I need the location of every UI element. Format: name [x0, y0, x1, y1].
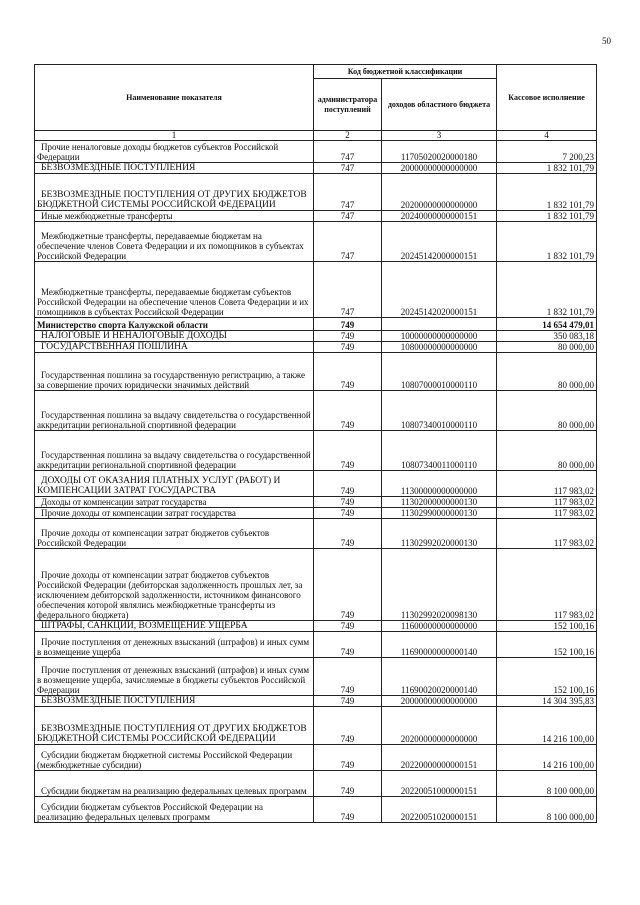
- row-name: БЕЗВОЗМЕЗДНЫЕ ПОСТУПЛЕНИЯ: [35, 696, 314, 707]
- row-admin-code: 747: [314, 222, 382, 262]
- row-admin-code: 749: [314, 696, 382, 707]
- table-row: [35, 174, 597, 211]
- row-name: Прочие доходы от компенсации затрат бюджетов субъектов Российской Федерации: [35, 519, 314, 549]
- column-number: 1: [35, 131, 314, 141]
- table-row: [35, 771, 597, 797]
- table-row: [35, 318, 597, 331]
- row-name: Межбюджетные трансферты, передаваемые бюджетам субъектов Российской Федерации на обеспечение членов Совета Федерации и их помощников в субъектах Российской Федерации: [35, 262, 314, 318]
- row-income-code: 20245142020000151: [382, 262, 497, 318]
- row-amount: 80 000,00: [497, 353, 597, 391]
- row-income-code: 10807000010000110: [382, 353, 497, 391]
- row-admin-code: 749: [314, 745, 382, 771]
- row-admin-code: 747: [314, 262, 382, 318]
- row-income-code: 20200000000000000: [382, 174, 497, 211]
- table-row: [35, 519, 597, 549]
- row-income-code: 20245142000000151: [382, 222, 497, 262]
- row-income-code: 10800000000000000: [382, 342, 497, 353]
- row-admin-code: 749: [314, 431, 382, 471]
- row-admin-code: 749: [314, 519, 382, 549]
- row-name: Прочие неналоговые доходы бюджетов субъектов Российской Федерации: [35, 141, 314, 163]
- row-income-code: 11600000000000000: [382, 621, 497, 632]
- row-amount: 117 983,02: [497, 508, 597, 519]
- row-name: Иные межбюджетные трансферты: [35, 211, 314, 222]
- row-amount: 1 832 101,79: [497, 262, 597, 318]
- row-amount: 8 100 000,00: [497, 771, 597, 797]
- row-name: Прочие доходы от компенсации затрат бюджетов субъектов Российской Федерации (дебиторская задолженность прошлых лет, за исключением дебиторской задолженности, источником финансового обеспечения которой являлись межбюджетные трансферты из федерального бюджета): [35, 549, 314, 621]
- table-row: [35, 508, 597, 519]
- row-name: Доходы от компенсации затрат государства: [35, 497, 314, 508]
- row-name: Министерство спорта Калужской области: [35, 318, 314, 331]
- row-income-code: 11302992020000130: [382, 519, 497, 549]
- table-row: [35, 353, 597, 391]
- table-row: [35, 497, 597, 508]
- table-row: [35, 431, 597, 471]
- table-row: [35, 696, 597, 707]
- row-name: ДОХОДЫ ОТ ОКАЗАНИЯ ПЛАТНЫХ УСЛУГ (РАБОТ) И КОМПЕНСАЦИИ ЗАТРАТ ГОСУДАРСТВА: [35, 471, 314, 497]
- row-admin-code: 749: [314, 549, 382, 621]
- table-row: [35, 658, 597, 696]
- row-income-code: 11300000000000000: [382, 471, 497, 497]
- row-name: Субсидии бюджетам бюджетной системы Российской Федерации (межбюджетные субсидии): [35, 745, 314, 771]
- row-income-code: 20220051000000151: [382, 771, 497, 797]
- row-amount: 1 832 101,79: [497, 222, 597, 262]
- row-name: Прочие поступления от денежных взысканий (штрафов) и иных сумм в возмещение ущерба: [35, 632, 314, 658]
- row-name: БЕЗВОЗМЕЗДНЫЕ ПОСТУПЛЕНИЯ ОТ ДРУГИХ БЮДЖЕТОВ БЮДЖЕТНОЙ СИСТЕМЫ РОССИЙСКОЙ ФЕДЕРАЦИИ: [35, 707, 314, 745]
- row-admin-code: 747: [314, 141, 382, 163]
- table-row: [35, 797, 597, 823]
- row-income-code: 20220051020000151: [382, 797, 497, 823]
- row-income-code: 11690000000000140: [382, 632, 497, 658]
- row-admin-code: 747: [314, 174, 382, 211]
- column-number: 4: [497, 131, 597, 141]
- row-amount: 14 216 100,00: [497, 745, 597, 771]
- row-amount: 117 983,02: [497, 549, 597, 621]
- page-number: 50: [602, 36, 611, 46]
- column-number: 2: [314, 131, 382, 141]
- row-name: БЕЗВОЗМЕЗДНЫЕ ПОСТУПЛЕНИЯ ОТ ДРУГИХ БЮДЖЕТОВ БЮДЖЕТНОЙ СИСТЕМЫ РОССИЙСКОЙ ФЕДЕРАЦИИ: [35, 174, 314, 211]
- row-name: Прочие поступления от денежных взысканий (штрафов) и иных сумм в возмещение ущерба, зачисляемые в бюджеты субъектов Российской Федерации: [35, 658, 314, 696]
- row-income-code: 20000000000000000: [382, 696, 497, 707]
- row-income-code: 11302990000000130: [382, 508, 497, 519]
- row-amount: 7 200,23: [497, 141, 597, 163]
- row-admin-code: 749: [314, 771, 382, 797]
- row-admin-code: 749: [314, 508, 382, 519]
- row-income-code: 20240000000000151: [382, 211, 497, 222]
- row-income-code: 11302992020098130: [382, 549, 497, 621]
- table-row: [35, 141, 597, 163]
- row-income-code: 11705020020000180: [382, 141, 497, 163]
- row-admin-code: 747: [314, 211, 382, 222]
- revenue-table: [34, 64, 597, 823]
- row-amount: 117 983,02: [497, 497, 597, 508]
- row-admin-code: 749: [314, 707, 382, 745]
- row-admin-code: 749: [314, 331, 382, 342]
- row-name: БЕЗВОЗМЕЗДНЫЕ ПОСТУПЛЕНИЯ: [35, 163, 314, 174]
- table-row: [35, 331, 597, 342]
- header-income: доходов областного бюджета: [382, 79, 497, 131]
- table-row: [35, 262, 597, 318]
- row-amount: 14 216 100,00: [497, 707, 597, 745]
- table-row: [35, 391, 597, 431]
- row-name: Субсидии бюджетам субъектов Российской Федерации на реализацию федеральных целевых программ: [35, 797, 314, 823]
- row-amount: 152 100,16: [497, 658, 597, 696]
- row-admin-code: 749: [314, 318, 382, 331]
- row-amount: 1 832 101,79: [497, 211, 597, 222]
- row-amount: 1 832 101,79: [497, 163, 597, 174]
- row-income-code: 11690020020000140: [382, 658, 497, 696]
- row-income-code: 20000000000000000: [382, 163, 497, 174]
- row-admin-code: 749: [314, 471, 382, 497]
- row-amount: 117 983,02: [497, 519, 597, 549]
- row-amount: 117 983,02: [497, 471, 597, 497]
- row-admin-code: 749: [314, 353, 382, 391]
- table-row: [35, 707, 597, 745]
- row-income-code: [382, 318, 497, 331]
- header-indicator-name: Наименование показателя: [35, 65, 314, 131]
- row-income-code: 10807340011000110: [382, 431, 497, 471]
- header-kbk: Код бюджетной классификации: [314, 65, 497, 79]
- row-amount: 350 083,18: [497, 331, 597, 342]
- table-row: [35, 342, 597, 353]
- table-row: [35, 211, 597, 222]
- table-row: [35, 621, 597, 632]
- row-name: Государственная пошлина за выдачу свидетельства о государственной аккредитации региональной спортивной федерации: [35, 391, 314, 431]
- row-amount: 1 832 101,79: [497, 174, 597, 211]
- table-row: [35, 549, 597, 621]
- header-admin: администратора поступлений: [314, 79, 382, 131]
- row-name: Субсидии бюджетам на реализацию федеральных целевых программ: [35, 771, 314, 797]
- row-name: Государственная пошлина за государственную регистрацию, а также за совершение прочих юридически значимых действий: [35, 353, 314, 391]
- row-name: ГОСУДАРСТВЕННАЯ ПОШЛИНА: [35, 342, 314, 353]
- row-admin-code: 747: [314, 163, 382, 174]
- row-admin-code: 749: [314, 632, 382, 658]
- row-amount: 14 654 479,01: [497, 318, 597, 331]
- row-name: НАЛОГОВЫЕ И НЕНАЛОГОВЫЕ ДОХОДЫ: [35, 331, 314, 342]
- row-amount: 8 100 000,00: [497, 797, 597, 823]
- row-amount: 80 000,00: [497, 342, 597, 353]
- row-admin-code: 749: [314, 797, 382, 823]
- row-amount: 152 100,16: [497, 632, 597, 658]
- row-amount: 152 100,16: [497, 621, 597, 632]
- row-amount: 14 304 395,83: [497, 696, 597, 707]
- header-execution: Кассовое исполнение: [497, 65, 597, 131]
- row-admin-code: 749: [314, 497, 382, 508]
- row-amount: 80 000,00: [497, 431, 597, 471]
- table-row: [35, 471, 597, 497]
- row-name: Прочие доходы от компенсации затрат государства: [35, 508, 314, 519]
- column-number: 3: [382, 131, 497, 141]
- table-row: [35, 163, 597, 174]
- row-income-code: 11302000000000130: [382, 497, 497, 508]
- row-income-code: 10807340010000110: [382, 391, 497, 431]
- table-row: [35, 745, 597, 771]
- row-name: Межбюджетные трансферты, передаваемые бюджетам на обеспечение членов Совета Федерации и их помощников в субъектах Российской Федерации: [35, 222, 314, 262]
- row-name: Государственная пошлина за выдачу свидетельства о государственной аккредитации региональной спортивной федерации: [35, 431, 314, 471]
- table-row: [35, 632, 597, 658]
- row-amount: 80 000,00: [497, 391, 597, 431]
- row-admin-code: 749: [314, 342, 382, 353]
- row-income-code: 20220000000000151: [382, 745, 497, 771]
- row-admin-code: 749: [314, 391, 382, 431]
- row-name: ШТРАФЫ, САНКЦИИ, ВОЗМЕЩЕНИЕ УЩЕРБА: [35, 621, 314, 632]
- row-admin-code: 749: [314, 621, 382, 632]
- row-admin-code: 749: [314, 658, 382, 696]
- row-income-code: 10000000000000000: [382, 331, 497, 342]
- row-income-code: 20200000000000000: [382, 707, 497, 745]
- table-row: [35, 222, 597, 262]
